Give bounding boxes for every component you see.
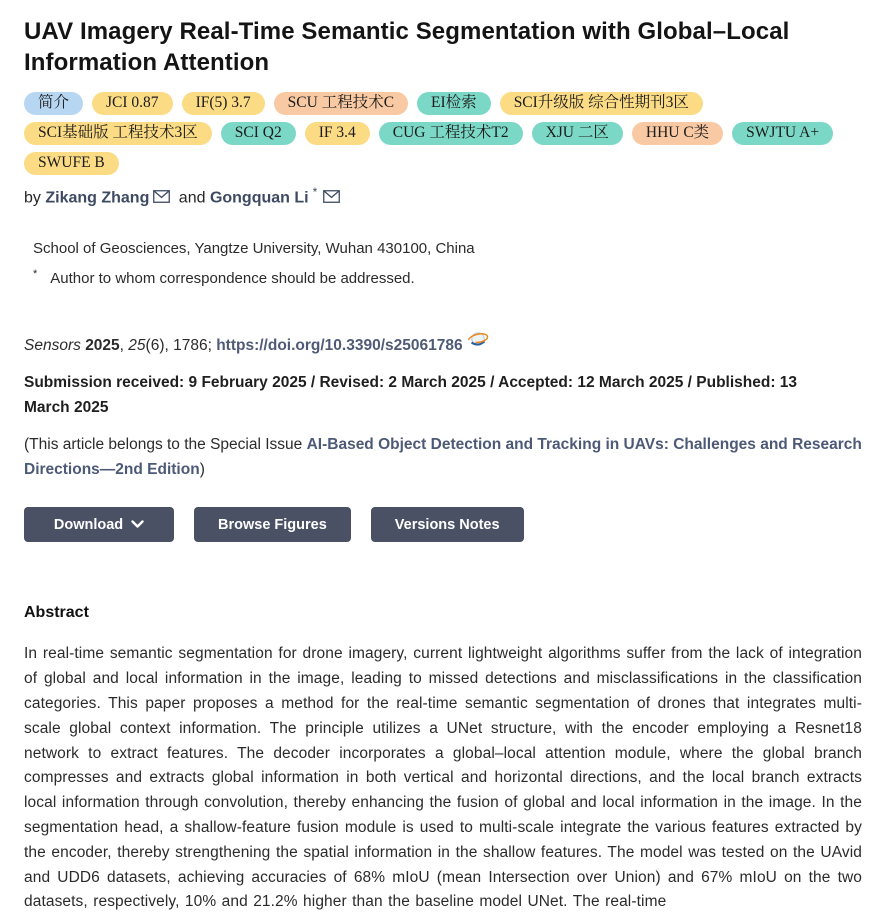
special-issue-suffix: ) — [199, 461, 205, 479]
by-label: by — [24, 189, 46, 207]
browse-figures-button[interactable] — [194, 507, 351, 542]
doi-link[interactable]: https://doi.org/10.3390/s25061786 — [216, 337, 463, 355]
email-icon[interactable] — [153, 190, 170, 208]
special-issue-note — [24, 432, 862, 482]
citation-year: 2025 — [85, 337, 120, 355]
journal-name: Sensors — [24, 337, 81, 355]
journal-badge: 简介 — [24, 92, 83, 115]
footnote-marker: * — [33, 268, 38, 281]
journal-badge: EI检索 — [417, 92, 491, 115]
journal-badge: SCI基础版 工程技术3区 — [24, 122, 212, 145]
citation-issue-pages: (6), 1786; — [145, 337, 217, 355]
journal-badge: XJU 二区 — [532, 122, 623, 145]
versions-notes-button[interactable] — [371, 507, 524, 542]
journal-badge: CUG 工程技术T2 — [379, 122, 523, 145]
journal-badge: SCU 工程技术C — [274, 92, 408, 115]
download-button-label: Download — [53, 516, 124, 533]
journal-badge: IF 3.4 — [305, 122, 370, 145]
citation-separator: , — [119, 337, 129, 355]
correspondence-note — [24, 268, 862, 287]
journal-badge: JCI 0.87 — [92, 92, 173, 115]
journal-badge: IF(5) 3.7 — [182, 92, 265, 115]
journal-badge: SCI升级版 综合性期刊3区 — [500, 92, 703, 115]
journal-badge: SWUFE B — [24, 152, 119, 175]
submission-dates: Submission received: 9 February 2025 / Revised: 2 March 2025 / Accepted: 12 March 2025 / Published: 13 March 2025 — [24, 374, 798, 417]
footnote-text: Author to whom correspondence should be addressed. — [50, 270, 415, 288]
journal-badge: HHU C类 — [632, 122, 723, 145]
journal-badge: SWJTU A+ — [732, 122, 833, 145]
badge-list — [24, 92, 862, 175]
abstract-heading: Abstract — [24, 604, 89, 622]
affiliation: School of Geosciences, Yangtze University, Wuhan 430100, China — [33, 240, 475, 258]
versions-notes-button-label: Versions Notes — [394, 516, 500, 533]
browse-figures-button-label: Browse Figures — [218, 516, 327, 533]
article-title: UAV Imagery Real-Time Semantic Segmentation with Global–Local Information Attention — [24, 18, 790, 76]
author-byline — [24, 185, 862, 208]
chevron-down-icon — [131, 520, 144, 529]
author-link-gongquan-li[interactable]: Gongquan Li — [209, 189, 309, 207]
special-issue-prefix: (This article belongs to the Special Issue — [24, 436, 307, 454]
action-buttons — [24, 507, 862, 542]
download-button[interactable] — [24, 507, 174, 542]
citation-line — [24, 329, 862, 355]
journal-badge: SCI Q2 — [221, 122, 296, 145]
author-link-zikang-zhang[interactable]: Zikang Zhang — [45, 189, 150, 207]
special-issue-link[interactable]: AI-Based Object Detection and Tracking in UAVs: Challenges and Research Directions—2nd Edition — [24, 436, 862, 479]
and-label: and — [174, 189, 210, 207]
scilit-badge-icon[interactable] — [465, 329, 491, 353]
email-icon[interactable] — [323, 190, 340, 208]
citation-volume: 25 — [128, 337, 146, 355]
corresponding-author-marker: * — [312, 185, 318, 199]
abstract-text: In real-time semantic segmentation for drone imagery, current lightweight algorithms suffer from the lack of integration of global and local information in the image, leading to missed detections and misclassifications in the classification categories. This paper proposes a method for the real-time semantic segmentation of drones that integrates multi-scale global context information. The principle utilizes a UNet structure, with the encoder employing a Resnet18 network to extract features. The decoder incorporates a global–local attention module, where the global branch compresses and extracts global information in both vertical and horizontal directions, and the local branch extracts local information through convolution, thereby enhancing the fusion of global and local information in the image. In the segmentation head, a shallow-feature fusion module is used to multi-scale integrate the various features extracted by the encoder, thereby strengthening the spatial information in the shallow features. The model was tested on the UAvid and UDD6 datasets, achieving accuracies of 68% mIoU (mean Intersection over Union) and 67% mIoU on the two datasets, respectively, 10% and 21.2% higher than the baseline model UNet. The real-time — [24, 645, 862, 911]
